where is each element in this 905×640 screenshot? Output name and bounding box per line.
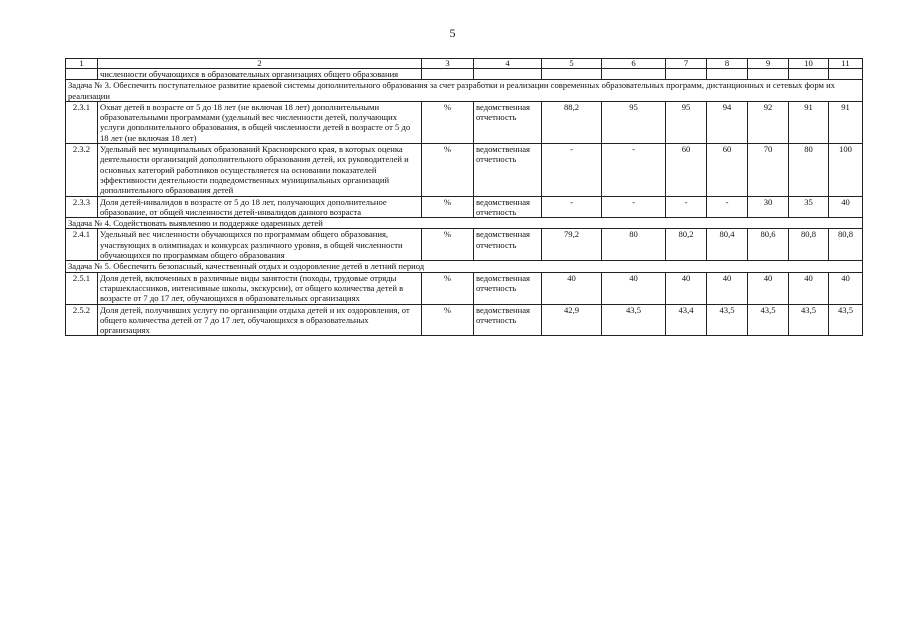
value-cell: 95 [666,101,707,143]
value-cell: - [542,196,602,218]
data-source: ведомственная отчетность [474,101,542,143]
value-cell: 40 [748,272,789,304]
indicator-text: Удельный вес численности обучающихся по программам общего образования, участвующих в олимпиадах и конкурсах различного уровня, в общей численности обучающихся по программам общего образования [98,229,422,261]
table-row [66,304,863,336]
indicator-text: численности обучающихся в образовательных организациях общего образования [98,69,422,80]
header-cell: 3 [422,59,474,69]
value-cell: 80,8 [829,229,863,261]
indicator-text: Доля детей, включенных в различные виды занятости (походы, трудовые отряды старшеклассников, интенсивные школы, экскурсии), от общего количества детей в возрасте от 7 до 17 лет, обучающихся в образовательных организациях [98,272,422,304]
cell [66,69,98,80]
value-cell: 95 [602,101,666,143]
value-cell: 80 [789,144,829,196]
value-cell: 35 [789,196,829,218]
value-cell: 43,4 [666,304,707,336]
value-cell: 100 [829,144,863,196]
cell [422,69,474,80]
value-cell: 40 [789,272,829,304]
header-cell: 11 [829,59,863,69]
value-cell: - [666,196,707,218]
indicator-code: 2.5.2 [66,304,98,336]
table-body [66,59,863,336]
unit: % [422,229,474,261]
value-cell: - [602,196,666,218]
value-cell: 40 [666,272,707,304]
header-row [66,59,863,69]
table-row [66,144,863,196]
unit: % [422,196,474,218]
value-cell: 40 [707,272,748,304]
header-cell: 7 [666,59,707,69]
cell [789,69,829,80]
value-cell: 80,8 [789,229,829,261]
unit: % [422,272,474,304]
value-cell: 40 [602,272,666,304]
cell [602,69,666,80]
cell [474,69,542,80]
unit: % [422,101,474,143]
data-source: ведомственная отчетность [474,272,542,304]
value-cell: 40 [542,272,602,304]
value-cell: 43,5 [829,304,863,336]
value-cell: 92 [748,101,789,143]
value-cell: 80,4 [707,229,748,261]
value-cell: 43,5 [707,304,748,336]
task-heading: Задача № 5. Обеспечить безопасный, качественный отдых и оздоровление детей в летний период [66,261,863,272]
task-heading: Задача № 3. Обеспечить поступательное развитие краевой системы дополнительного образования за счет разработки и реализации современных образовательных программ, дистанционных и сетевых форм их реализации [66,80,863,102]
table-row [66,101,863,143]
unit: % [422,144,474,196]
header-cell: 2 [98,59,422,69]
data-source: ведомственная отчетность [474,196,542,218]
indicator-code: 2.4.1 [66,229,98,261]
value-cell: 80 [602,229,666,261]
header-cell: 6 [602,59,666,69]
value-cell: 60 [707,144,748,196]
indicator-text: Доля детей-инвалидов в возрасте от 5 до 18 лет, получающих дополнительное образование, от общей численности детей-инвалидов данного возраста [98,196,422,218]
value-cell: 43,5 [789,304,829,336]
value-cell: - [602,144,666,196]
indicators-table [65,58,863,336]
header-cell: 10 [789,59,829,69]
indicator-code: 2.3.1 [66,101,98,143]
value-cell: 30 [748,196,789,218]
value-cell: 88,2 [542,101,602,143]
header-cell: 1 [66,59,98,69]
page-number: 5 [449,26,456,40]
cell [542,69,602,80]
table-row [66,196,863,218]
value-cell: 94 [707,101,748,143]
value-cell: 70 [748,144,789,196]
task-row [66,80,863,102]
value-cell: 43,5 [602,304,666,336]
task-heading: Задача № 4. Содействовать выявлению и поддержке одаренных детей [66,218,863,229]
indicator-text: Удельный вес муниципальных образований Красноярского края, в которых оценка деятельности организаций дополнительного образования детей, их руководителей и основных категорий работников осуществляется на основании показателей эффективности деятельности подведомственных муниципальных организаций дополнительного образования детей [98,144,422,196]
value-cell: 40 [829,272,863,304]
indicator-code: 2.3.2 [66,144,98,196]
task-row [66,261,863,272]
value-cell: 43,5 [748,304,789,336]
value-cell: 91 [789,101,829,143]
indicator-code: 2.3.3 [66,196,98,218]
cell [829,69,863,80]
value-cell: 79,2 [542,229,602,261]
header-cell: 8 [707,59,748,69]
value-cell: 80,2 [666,229,707,261]
task-row [66,218,863,229]
cell [666,69,707,80]
header-cell: 9 [748,59,789,69]
indicator-code: 2.5.1 [66,272,98,304]
cell [748,69,789,80]
unit: % [422,304,474,336]
indicator-text: Охват детей в возрасте от 5 до 18 лет (не включая 18 лет) дополнительными образовательными программами (удельный вес численности детей, получающих услуги дополнительного образования, в общей численности детей в возрасте от 5 до 18 лет (не включая 18 лет) [98,101,422,143]
header-cell: 5 [542,59,602,69]
continuation-row [66,69,863,80]
data-source: ведомственная отчетность [474,304,542,336]
value-cell: 42,9 [542,304,602,336]
indicator-text: Доля детей, получивших услугу по организации отдыха детей и их оздоровления, от общего количества детей от 7 до 17 лет, обучающихся в образовательных организациях [98,304,422,336]
header-cell: 4 [474,59,542,69]
value-cell: 91 [829,101,863,143]
value-cell: 80,6 [748,229,789,261]
value-cell: - [707,196,748,218]
cell [707,69,748,80]
table-row [66,229,863,261]
value-cell: 60 [666,144,707,196]
value-cell: 40 [829,196,863,218]
data-source: ведомственная отчетность [474,144,542,196]
table-row [66,272,863,304]
data-source: ведомственная отчетность [474,229,542,261]
value-cell: - [542,144,602,196]
